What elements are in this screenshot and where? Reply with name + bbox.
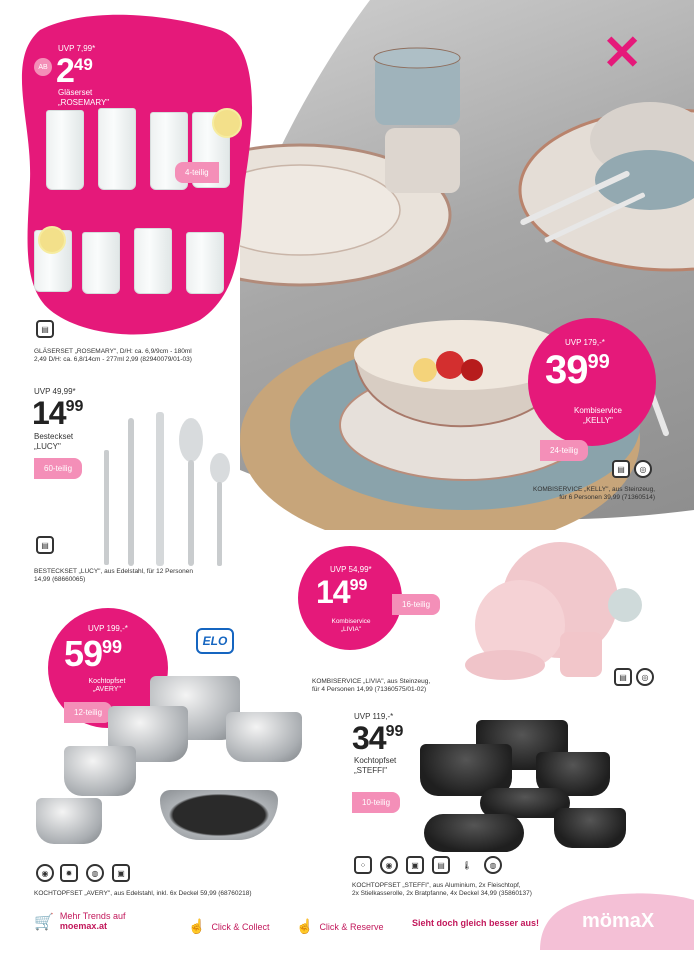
cutlery-desc <box>34 568 264 585</box>
click-collect-icon: ☝ <box>188 918 206 934</box>
avery-price-main: 59 <box>64 633 103 674</box>
elo-logo-text: ELO <box>202 634 228 648</box>
glasses-desc <box>34 348 264 365</box>
footer-trends-line2: moemax.at <box>59 921 107 931</box>
footer-click-collect-label: Click & Collect <box>211 921 270 932</box>
moemax-logo[interactable]: mömaX <box>582 910 655 932</box>
livia-illustration <box>440 540 670 690</box>
livia-desc-line1: KOMBISERVICE „LIVIA", aus Steinzeug, <box>312 678 431 685</box>
livia-name-line1: Kombiservice <box>331 618 371 625</box>
close-icon[interactable]: ✕ <box>602 27 643 80</box>
avery-pot-4 <box>64 746 136 796</box>
footer-trends[interactable] <box>34 912 125 932</box>
ab-badge <box>34 58 52 76</box>
avery-name <box>82 678 132 695</box>
avery-pot-5 <box>36 798 102 844</box>
kelly-price-cents: 99 <box>587 351 610 373</box>
cutlery-uvp: UVP 49,99* <box>34 387 76 396</box>
steffi-pot-4 <box>554 808 626 848</box>
steffi-oven-icon: ▤ <box>432 856 450 874</box>
lemon-slice <box>212 108 242 138</box>
avery-name-line2: „AVERY" <box>93 686 121 694</box>
steffi-induction-icon: ⁘ <box>354 856 372 874</box>
steffi-price-cents: 99 <box>385 722 404 740</box>
livia-name-line2: „LIVIA" <box>340 625 362 633</box>
kelly-microwave-icon: ◎ <box>634 460 652 478</box>
avery-price <box>64 633 123 674</box>
cutlery-name <box>34 432 73 451</box>
glass-2 <box>98 108 136 190</box>
glasses-desc-line2: 2,49 D/H: ca. 6,8/14cm - 277ml 2,99 (82940079/01-03) <box>34 356 192 364</box>
cutlery-name-line2: „LUCY" <box>34 441 61 451</box>
livia-price-cents: 99 <box>349 576 368 594</box>
cutlery-price <box>32 397 83 429</box>
glasses-uvp: UVP 7,99* <box>58 44 96 53</box>
livia-microwave-icon: ◎ <box>636 668 654 686</box>
avery-pill: 12-teilig <box>64 702 112 723</box>
avery-desc-line1: KOCHTOPFSET „AVERY", aus Edelstahl, inkl. 6x Deckel 59,99 (68760218) <box>34 890 252 897</box>
livia-name <box>326 618 376 634</box>
footer-click-collect[interactable] <box>188 918 269 935</box>
cutlery-illustration <box>96 410 246 570</box>
avery-electric-icon: ◍ <box>86 864 104 882</box>
kelly-dishwasher-icon: ▤ <box>612 460 630 478</box>
glasses-name-line2: „ROSEMARY" <box>58 97 110 107</box>
footer-trends-text <box>60 912 126 932</box>
steffi-gas-icon: ◉ <box>380 856 398 874</box>
ab-badge-label: AB <box>38 63 48 71</box>
avery-induction-icon: ◉ <box>36 864 54 882</box>
steffi-price-main: 34 <box>352 720 386 756</box>
glass-6 <box>82 232 120 294</box>
steffi-price <box>352 722 403 754</box>
cutlery-desc-line2: 14,99 (68660065) <box>34 576 86 584</box>
steffi-electric-icon: ▣ <box>406 856 424 874</box>
cutlery-price-main: 14 <box>32 395 66 431</box>
steffi-pill: 10-teilig <box>352 792 400 813</box>
livia-price <box>316 576 367 608</box>
glasses-desc-line1: GLÄSERSET „ROSEMARY", D/H: ca. 6,9/9cm - 180ml <box>34 348 192 355</box>
steffi-temp-icon: 🌡 <box>458 856 476 874</box>
livia-desc <box>312 678 512 695</box>
avery-name-line1: Kochtopfset <box>88 678 126 685</box>
kelly-desc-line1: KOMBISERVICE „KELLY", aus Steinzeug, <box>532 486 655 493</box>
lemon-slice-2 <box>38 226 66 254</box>
footer-trends-line1: Mehr Trends auf <box>59 911 126 922</box>
glass-1 <box>46 110 84 190</box>
avery-gas-icon: ✹ <box>60 864 78 882</box>
steffi-name <box>354 756 396 775</box>
click-reserve-icon: ☝ <box>296 918 314 934</box>
avery-price-cents: 99 <box>102 636 123 657</box>
kelly-uvp: UVP 179,-* <box>565 338 605 347</box>
steffi-nonstick-icon: ◍ <box>484 856 502 874</box>
glasses-pill: 4-teilig <box>175 162 219 183</box>
glasses-price <box>56 54 93 88</box>
steffi-name-line1: Kochtopfset <box>354 756 397 765</box>
kelly-name-line1: Kombiservice <box>573 406 622 415</box>
glasses-price-main: 2 <box>56 52 74 90</box>
livia-pill: 16-teilig <box>392 594 440 615</box>
steffi-desc-line1: KOCHTOPFSET „STEFFI", aus Aluminium, 2x Fleischtopf, <box>352 882 521 889</box>
kelly-name <box>558 406 638 425</box>
livia-uvp: UVP 54,99* <box>330 565 372 574</box>
cutlery-dishwasher-icon: ▤ <box>36 536 54 554</box>
cutlery-desc-line1: BESTECKSET „LUCY", aus Edelstahl, für 12 Personen <box>34 568 193 575</box>
footer-click-reserve-label: Click & Reserve <box>319 921 384 932</box>
kelly-desc <box>515 486 655 503</box>
kelly-desc-line2: für 6 Personen 39,99 (71360514) <box>559 494 655 502</box>
glasses-name <box>58 88 109 107</box>
steffi-pan-2 <box>424 814 524 852</box>
steffi-uvp: UVP 119,-* <box>354 712 394 721</box>
glasses-name-line1: Gläserset <box>58 88 93 97</box>
livia-desc-line2: für 4 Personen 14,99 (71360575/01-02) <box>312 686 427 694</box>
kelly-photo <box>240 0 694 530</box>
avery-pot-3 <box>226 712 302 762</box>
cutlery-pill: 60-teilig <box>34 458 82 479</box>
glass-7 <box>134 228 172 294</box>
cart-icon: 🛒 <box>34 914 54 931</box>
avery-pan <box>160 790 278 840</box>
footer-slogan <box>412 918 539 928</box>
glass-8 <box>186 232 224 294</box>
cutlery-name-line1: Besteckset <box>34 432 74 441</box>
dishwasher-icon: ▤ <box>36 320 54 338</box>
avery-uvp: UVP 199,-* <box>88 624 128 633</box>
elo-logo <box>196 628 234 654</box>
cutlery-price-cents: 99 <box>65 397 84 415</box>
kelly-pill: 24-teilig <box>540 440 588 461</box>
avery-desc <box>34 890 334 898</box>
livia-dishwasher-icon: ▤ <box>614 668 632 686</box>
glasses-price-cents: 49 <box>73 54 93 74</box>
steffi-name-line2: „STEFFI" <box>354 765 388 775</box>
livia-price-main: 14 <box>316 574 350 610</box>
footer-slogan-text: Sieht doch gleich besser aus! <box>412 918 540 928</box>
footer-click-reserve[interactable] <box>296 918 383 935</box>
kelly-price <box>545 350 610 390</box>
kelly-name-line2: „KELLY" <box>583 415 613 425</box>
avery-oven-icon: ▣ <box>112 864 130 882</box>
steffi-desc-line2: 2x Stielkasserolle, 2x Bratpfanne, 4x Deckel 34,99 (35860137) <box>352 890 532 898</box>
kelly-price-main: 39 <box>545 348 588 392</box>
